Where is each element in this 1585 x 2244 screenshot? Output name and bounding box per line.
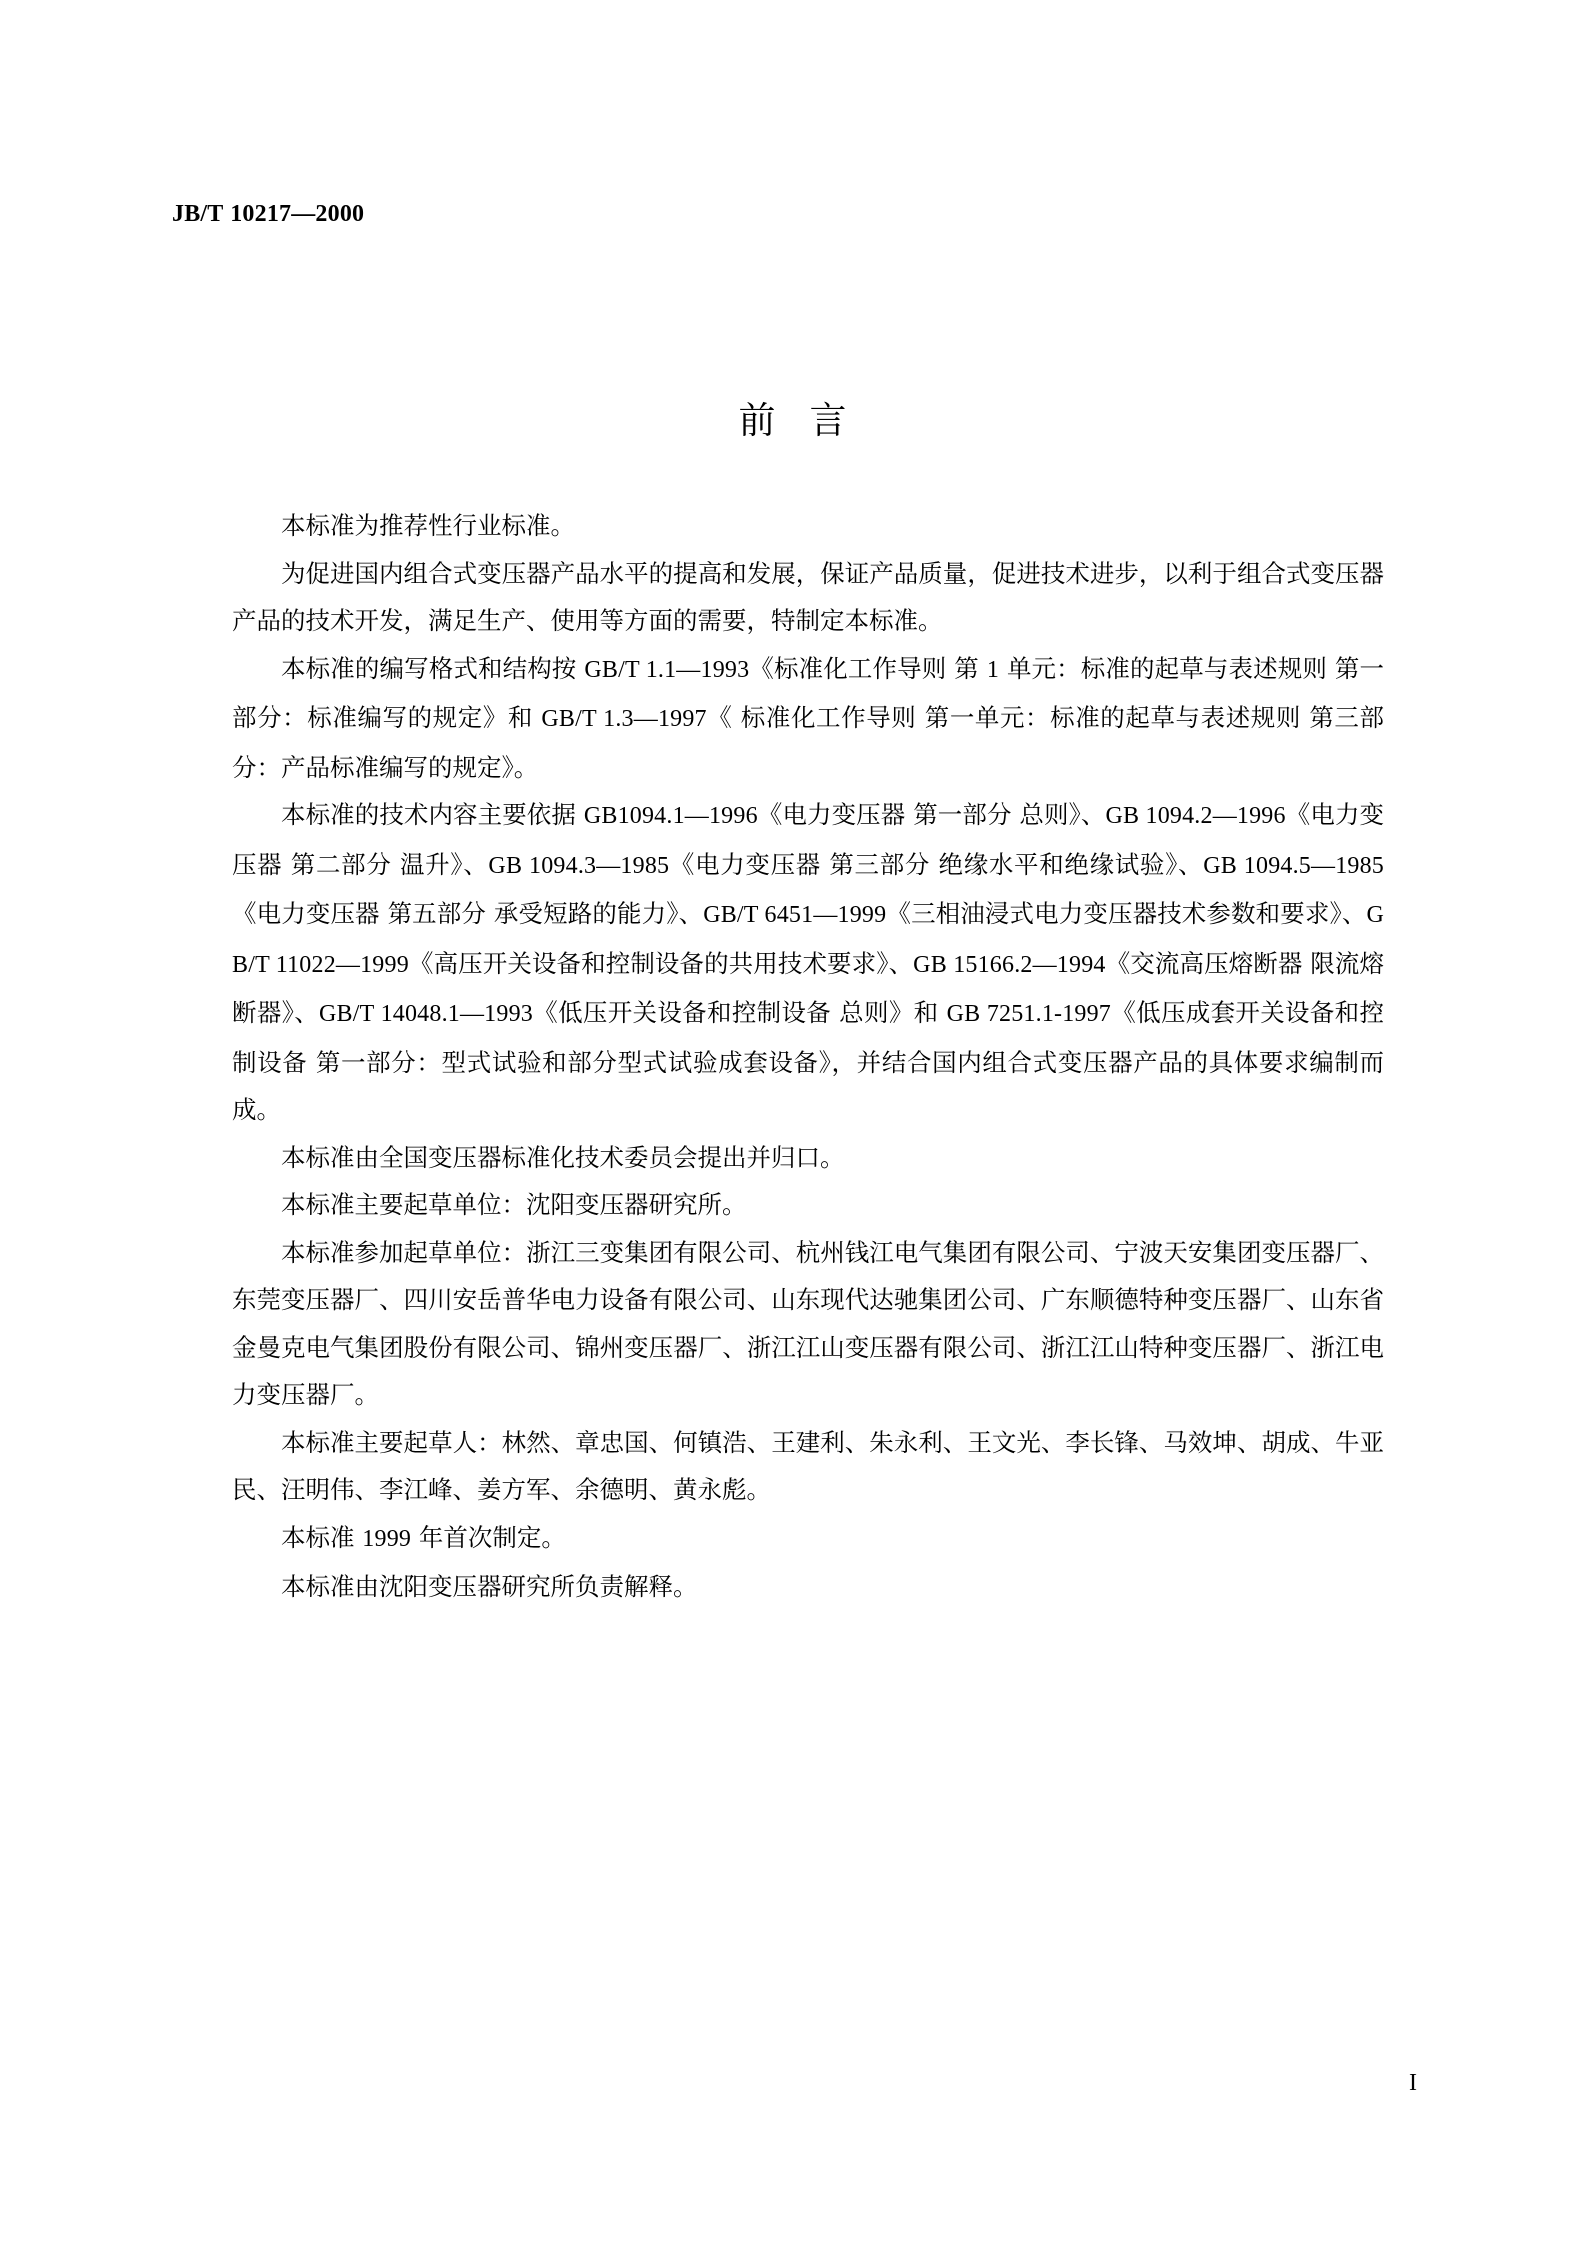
paragraph-format-basis: 本标准的编写格式和结构按 GB/T 1.1—1993《标准化工作导则 第 1 单元：标准的起草与表述规则 第一部分：标准编写的规定》和 GB/T 1.3—1997《 标准化工作导则 第一单元：标准的起草与表述规则 第三部分：产品标准编写的规定》。 [232, 653, 1385, 782]
paragraph-main-drafting-unit: 本标准主要起草单位：沈阳变压器研究所。 [281, 1190, 747, 1219]
foreword-body [232, 502, 1384, 1611]
running-header: JB/T 10217—2000 [172, 201, 365, 227]
paragraph-participating-units: 本标准参加起草单位：浙江三变集团有限公司、杭州钱江电气集团有限公司、宁波天安集团变压器厂、东莞变压器厂、四川安岳普华电力设备有限公司、山东现代达驰集团公司、广东顺德特种变压器厂、山东省金曼克电气集团股份有限公司、锦州变压器厂、浙江江山变压器有限公司、浙江江山特种变压器厂、浙江电力变压器厂。 [232, 1237, 1384, 1409]
paragraph-main-drafters: 本标准主要起草人：林然、章忠国、何镇浩、王建利、朱永利、王文光、李长锋、马效坤、胡成、牛亚民、汪明伟、李江峰、姜方军、余德明、黄永彪。 [232, 1427, 1384, 1504]
paragraph-recommended: 本标准为推荐性行业标准。 [281, 511, 575, 540]
paragraph-purpose: 为促进国内组合式变压器产品水平的提高和发展，保证产品质量，促进技术进步，以利于组合式变压器产品的技术开发，满足生产、使用等方面的需要，特制定本标准。 [232, 558, 1384, 635]
paragraph-interpretation: 本标准由沈阳变压器研究所负责解释。 [281, 1572, 698, 1601]
page-number: I [1409, 2070, 1417, 2096]
page-title: 前言 [738, 399, 881, 442]
paragraph-proposed-by: 本标准由全国变压器标准化技术委员会提出并归口。 [281, 1142, 845, 1172]
paragraph-technical-basis: 本标准的技术内容主要依据 GB1094.1—1996《电力变压器 第一部分 总则》、GB 1094.2—1996《电力变压器 第二部分 温升》、GB 1094.3—1985《电力变压器 第三部分 绝缘水平和绝缘试验》、GB 1094.5—1985《电力变压器 第五部分 承受短路的能力》、GB/T 6451—1999《三相油浸式电力变压器技术参数和要求》、GB/T 11022—1999《高压开关设备和控制设备的共用技术要求》、GB 15166.2—1994《交流高压熔断器 限流熔断器》、GB/T 14048.1—1993《低压开关设备和控制设备 总则》和 GB 7251.1-1997《低压成套开关设备和控制设备 第一部分：型式试验和部分型式试验成套设备》，并结合国内组合式变压器产品的具体要求编制而成。 [232, 800, 1385, 1124]
paragraph-first-issued: 本标准 1999 年首次制定。 [281, 1522, 566, 1552]
